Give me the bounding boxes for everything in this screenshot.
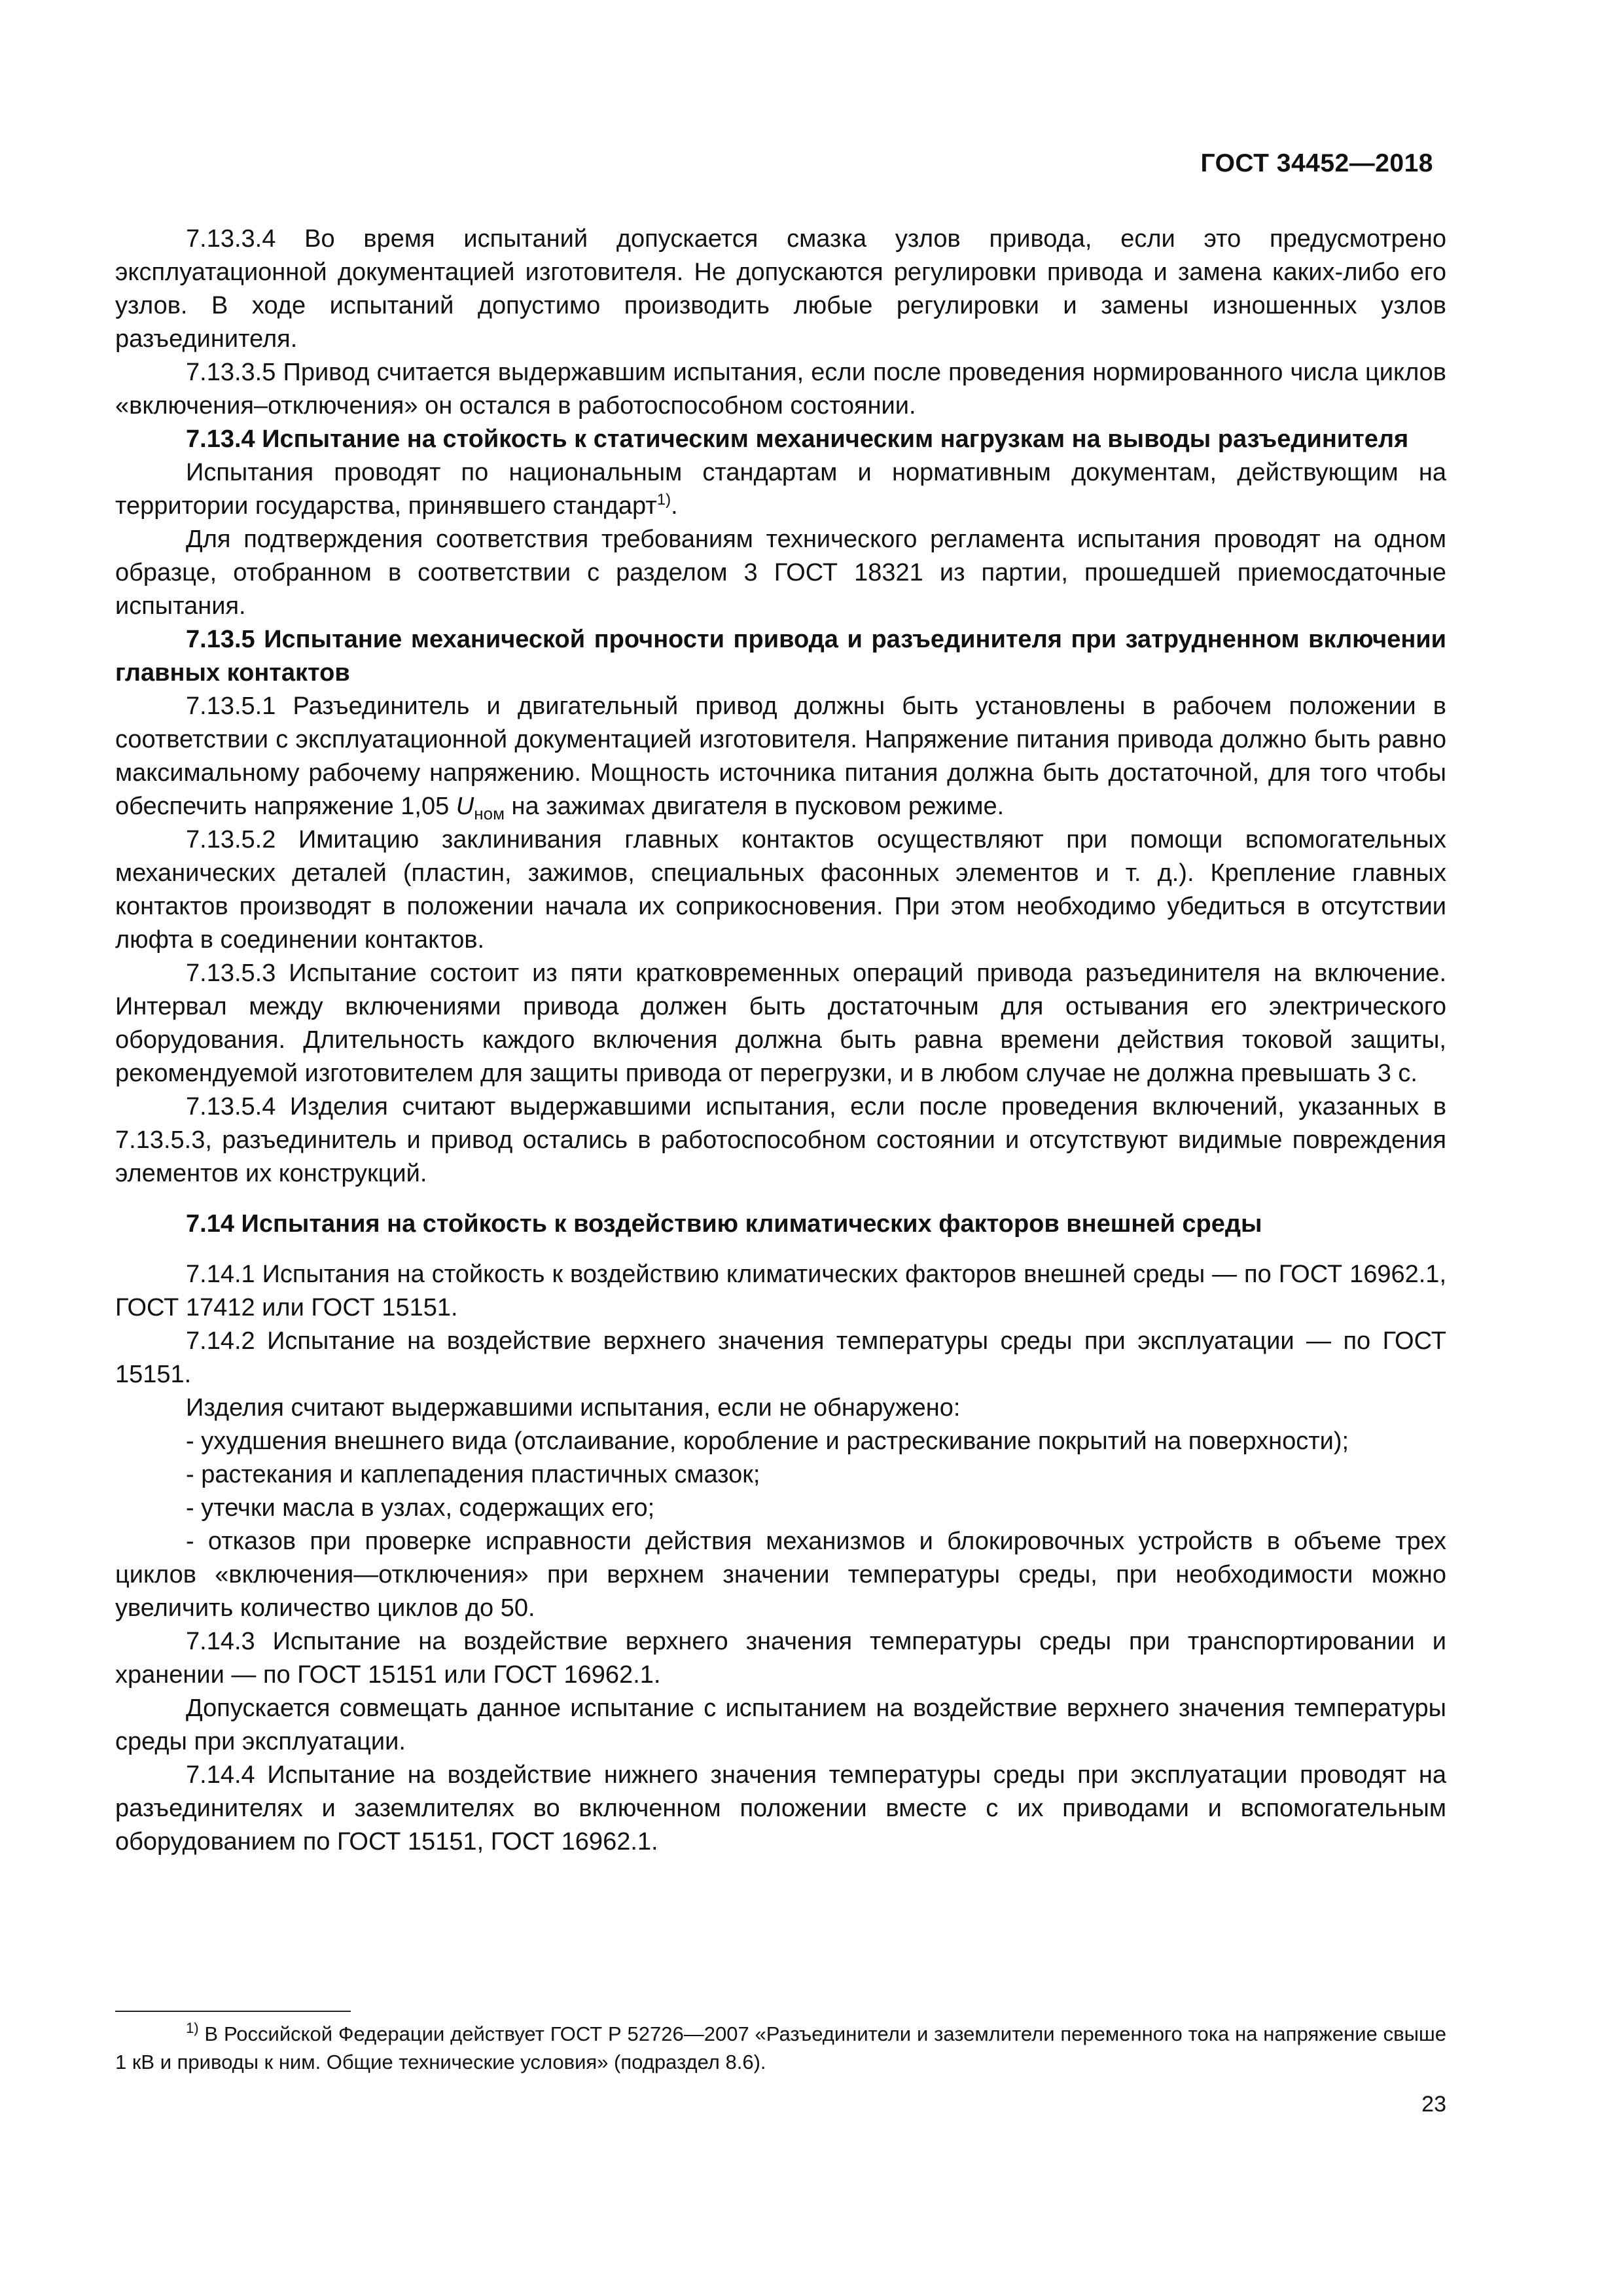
- footnote-divider: [115, 2011, 351, 2012]
- list-item: - растекания и каплепадения пластичных смазок;: [186, 1461, 760, 1488]
- paragraph-7-14-4: 7.14.4 Испытание на воздействие нижнего значения температуры среды при эксплуатации проводят на разъединителях и заземлителях во включенном положении вместе с их приводами и вспомогательным оборудованием по ГОСТ 15151, ГОСТ 16962.1.: [115, 1761, 1446, 1856]
- footnote: [115, 2020, 1446, 2076]
- paragraph-7-13-4-a-end: .: [671, 492, 678, 520]
- voltage-symbol: U: [455, 793, 474, 820]
- list-item: - утечки масла в узлах, содержащих его;: [186, 1494, 655, 1522]
- paragraph-7-14-2-intro: Изделия считают выдержавшими испытания, если не обнаружено:: [186, 1394, 961, 1422]
- paragraph-7-13-5-1-text: 7.13.5.1 Разъединитель и двигательный привод должны быть установлены в рабочем положении в соответствии с эксплуатационной документацией изготовителя. Напряжение питания привода должно быть равно максимальному рабочему напряжению. Мощность источника питания должна быть достаточной, для того чтобы обеспечить напряжение 1,05: [115, 692, 1446, 820]
- footnote-reference[interactable]: 1): [656, 491, 671, 509]
- paragraph-7-13-4-a: [115, 456, 1446, 523]
- paragraph-7-13-3-4: 7.13.3.4 Во время испытаний допускается смазка узлов привода, если это предусмотрено эксплуатационной документацией изготовителя. Не допускаются регулировки привода и замена каких-либо его узлов. В ходе испытаний допустимо производить любые регулировки и замены изношенных узлов разъединителя.: [115, 225, 1446, 353]
- paragraph-7-13-5-1: [115, 690, 1446, 823]
- paragraph-7-13-4-a-text: Испытания проводят по национальным стандартам и нормативным документам, действующим на территории государства, принявшего стандарт: [115, 459, 1446, 520]
- heading-7-13-4: 7.13.4 Испытание на стойкость к статическим механическим нагрузкам на выводы разъединителя: [186, 425, 1409, 453]
- paragraph-7-13-5-2: 7.13.5.2 Имитацию заклинивания главных контактов осуществляют при помощи вспомогательных механических деталей (пластин, зажимов, специальных фасонных элементов и т. д.). Крепление главных контактов производят в положении начала их соприкосновения. При этом необходимо убедиться в отсутствии люфта в соединении контактов.: [115, 826, 1446, 954]
- paragraph-7-13-3-5: 7.13.3.5 Привод считается выдержавшим испытания, если после проведения нормированного числа циклов «включения–отключения» он остался в работоспособном состоянии.: [115, 359, 1446, 420]
- document-header-code: ГОСТ 34452—2018: [1200, 149, 1433, 177]
- paragraph-7-14-1: 7.14.1 Испытания на стойкость к воздействию климатических факторов внешней среды — по ГОСТ 16962.1, ГОСТ 17412 или ГОСТ 15151.: [115, 1261, 1446, 1321]
- heading-7-14: 7.14 Испытания на стойкость к воздействию климатических факторов внешней среды: [186, 1210, 1262, 1238]
- list-item: - ухудшения внешнего вида (отслаивание, коробление и растрескивание покрытий на поверхности);: [186, 1427, 1349, 1455]
- paragraph-7-14-3: 7.14.3 Испытание на воздействие верхнего значения температуры среды при транспортировании и хранении — по ГОСТ 15151 или ГОСТ 16962.1.: [115, 1628, 1446, 1689]
- paragraph-7-13-4-b: Для подтверждения соответствия требованиям технического регламента испытания проводят на одном образце, отобранном в соответствии с разделом 3 ГОСТ 18321 из партии, прошедшей приемосдаточные испытания.: [115, 526, 1446, 620]
- document-body: [115, 223, 1446, 1859]
- voltage-subscript: ном: [474, 804, 505, 823]
- paragraph-7-13-5-3: 7.13.5.3 Испытание состоит из пяти кратковременных операций привода разъединителя на включение. Интервал между включениями привода должен быть достаточным для остывания его электрического оборудования. Длительность каждого включения должна быть равна времени действия токовой защиты, рекомендуемой изготовителем для защиты привода от перегрузки, и в любом случае не должна превышать 3 с.: [115, 960, 1446, 1087]
- paragraph-7-14-3-b: Допускается совмещать данное испытание с испытанием на воздействие верхнего значения температуры среды при эксплуатации.: [115, 1695, 1446, 1755]
- page-number: 23: [1421, 2092, 1446, 2117]
- footnote-marker: 1): [186, 2020, 199, 2036]
- footnote-text: В Российской Федерации действует ГОСТ Р 52726—2007 «Разъединители и заземлители переменного тока на напряжение свыше 1 кВ и приводы к ним. Общие технические условия» (подраздел 8.6).: [115, 2022, 1446, 2073]
- paragraph-7-14-2: 7.14.2 Испытание на воздействие верхнего значения температуры среды при эксплуатации — по ГОСТ 15151.: [115, 1327, 1446, 1388]
- list-item: - отказов при проверке исправности действия механизмов и блокировочных устройств в объеме трех циклов «включения—отключения» при верхнем значении температуры среды, при необходимости можно увеличить количество циклов до 50.: [115, 1528, 1446, 1622]
- heading-7-13-5: 7.13.5 Испытание механической прочности привода и разъединителя при затрудненном включении главных контактов: [115, 626, 1446, 687]
- paragraph-7-13-5-1-end: на зажимах двигателя в пусковом режиме.: [504, 793, 1005, 820]
- paragraph-7-13-5-4: 7.13.5.4 Изделия считают выдержавшими испытания, если после проведения включений, указанных в 7.13.5.3, разъединитель и привод остались в работоспособном состоянии и отсутствуют видимые повреждения элементов их конструкций.: [115, 1093, 1446, 1187]
